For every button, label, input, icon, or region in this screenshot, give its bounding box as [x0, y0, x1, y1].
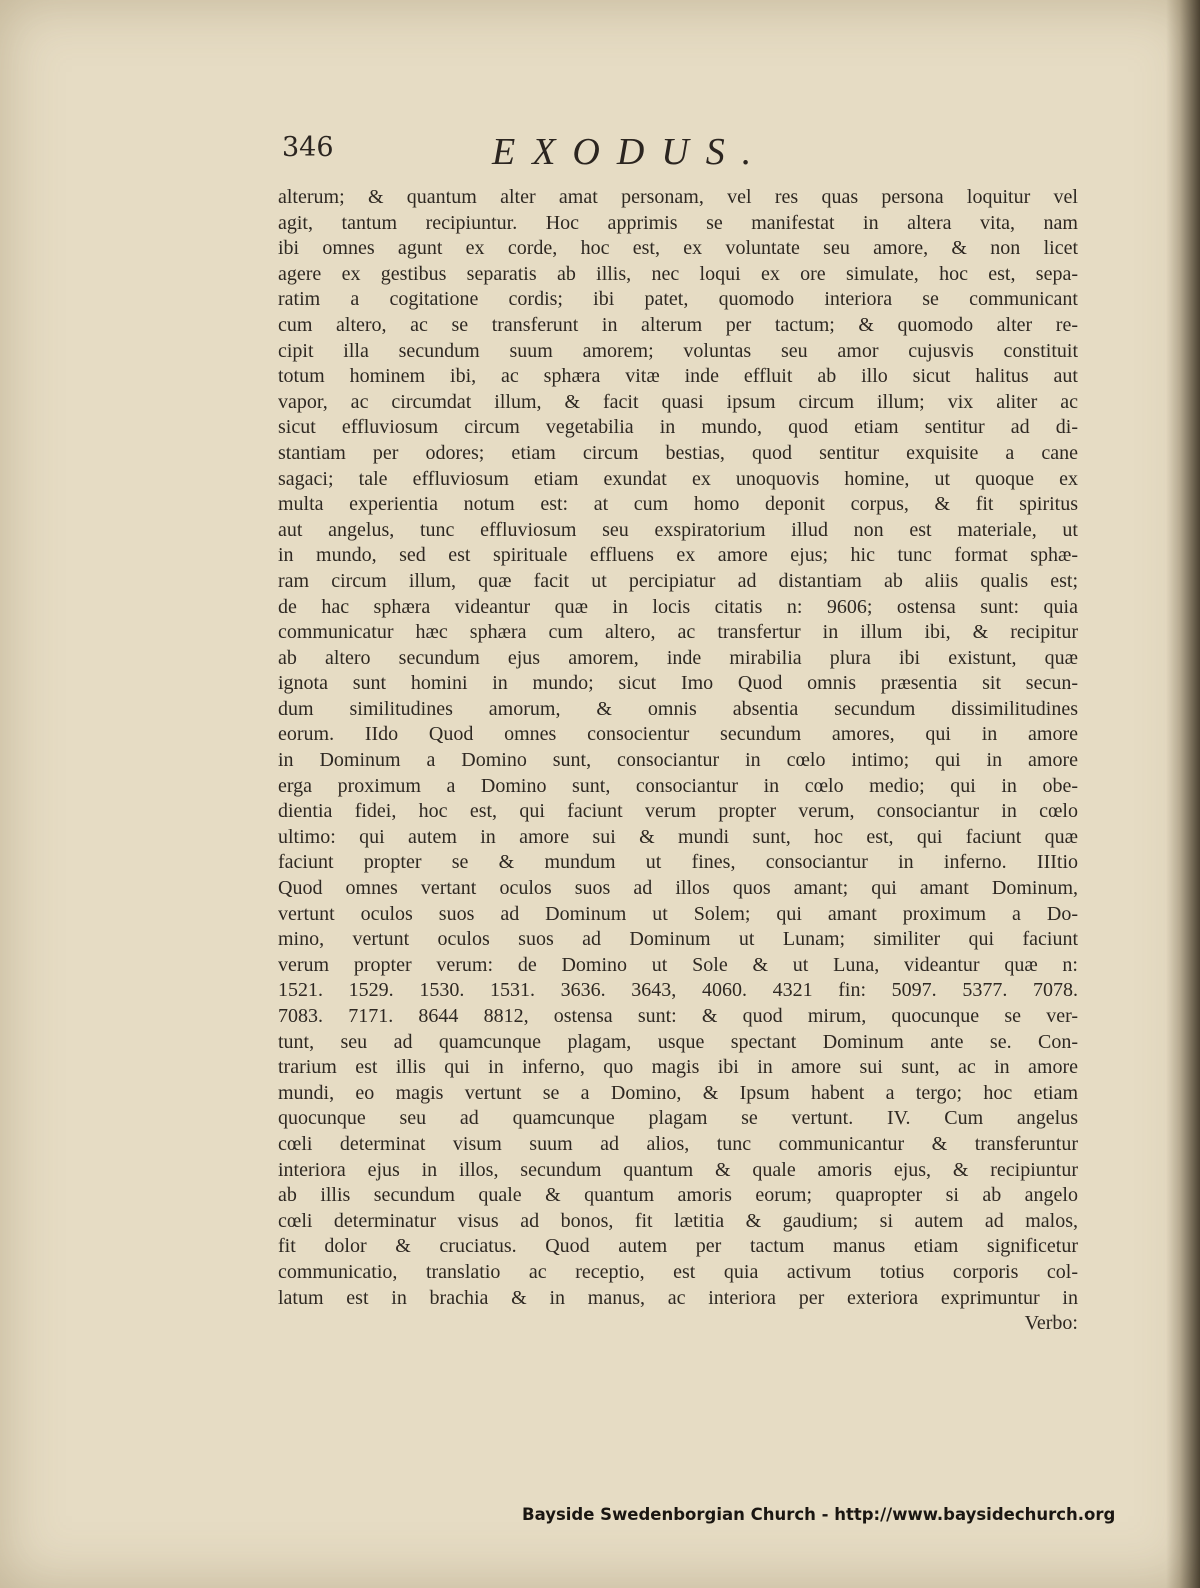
text-line: ibi omnes agunt ex corde, hoc est, ex voluntate seu amore, & non licet	[278, 237, 1078, 260]
text-line: communicatio, translatio ac receptio, est quia activum totius corporis col-	[278, 1260, 1078, 1283]
text-line: trarium est illis qui in inferno, quo magis ibi in amore sui sunt, ac in amore	[278, 1056, 1078, 1079]
page-number: 346	[282, 132, 334, 163]
text-line: sicut effluviosum circum vegetabilia in mundo, quod etiam sentitur ad di-	[278, 416, 1078, 439]
text-line: 1521. 1529. 1530. 1531. 3636. 3643, 4060. 4321 fin: 5097. 5377. 7078.	[278, 979, 1078, 1002]
text-line: fit dolor & cruciatus. Quod autem per tactum manus etiam significetur	[278, 1235, 1078, 1258]
text-line: quocunque seu ad quamcunque plagam se vertunt. IV. Cum angelus	[278, 1107, 1078, 1130]
text-line: tunt, seu ad quamcunque plagam, usque spectant Dominum ante se. Con-	[278, 1030, 1078, 1053]
body-text	[278, 185, 1078, 1337]
text-line: cœli determinatur visus ad bonos, fit lætitia & gaudium; si autem ad malos,	[278, 1209, 1078, 1232]
text-line: faciunt propter se & mundum ut fines, consociantur in inferno. IIItio	[278, 851, 1078, 874]
text-line: totum hominem ibi, ac sphæra vitæ inde effluit ab illo sicut halitus aut	[278, 365, 1078, 388]
text-line: erga proximum a Domino sunt, consociantur in cœlo medio; qui in obe-	[278, 774, 1078, 797]
text-line: multa experientia notum est: at cum homo deponit corpus, & fit spiritus	[278, 493, 1078, 516]
text-line: latum est in brachia & in manus, ac interiora per exteriora exprimuntur in	[278, 1286, 1078, 1309]
text-line: aut angelus, tunc effluviosum seu exspiratorium illud non est materiale, ut	[278, 518, 1078, 541]
text-line: dum similitudines amorum, & omnis absentia secundum dissimilitudines	[278, 697, 1078, 720]
page-gutter-shadow	[1166, 0, 1200, 1588]
text-line: vertunt oculos suos ad Dominum ut Solem; qui amant proximum a Do-	[278, 902, 1078, 925]
footer-credit: Bayside Swedenborgian Church - http://www.baysidechurch.org	[522, 1505, 1116, 1524]
text-line: ultimo: qui autem in amore sui & mundi sunt, hoc est, qui faciunt quæ	[278, 825, 1078, 848]
text-line: de hac sphæra videantur quæ in locis citatis n: 9606; ostensa sunt: quia	[278, 595, 1078, 618]
text-line: cum altero, ac se transferunt in alterum per tactum; & quomodo alter re-	[278, 313, 1078, 336]
text-line: ram circum illum, quæ facit ut percipiatur ad distantiam ab aliis qualis est;	[278, 569, 1078, 592]
text-line: alterum; & quantum alter amat personam, vel res quas persona loquitur vel	[278, 186, 1078, 208]
text-line: ab altero secundum ejus amorem, inde mirabilia plura ibi existunt, quæ	[278, 646, 1078, 669]
text-line: ab illis secundum quale & quantum amoris eorum; quapropter si ab angelo	[278, 1184, 1078, 1207]
text-line: 7083. 7171. 8644 8812, ostensa sunt: & quod mirum, quocunque se ver-	[278, 1005, 1078, 1027]
text-line: interiora ejus in illos, secundum quantum & quale amoris ejus, & recipiuntur	[278, 1158, 1078, 1181]
text-line: in mundo, sed est spirituale effluens ex amore ejus; hic tunc format sphæ-	[278, 544, 1078, 567]
text-line: agere ex gestibus separatis ab illis, nec loqui ex ore simulate, hoc est, sepa-	[278, 262, 1078, 285]
text-line: mino, vertunt oculos suos ad Dominum ut Lunam; similiter qui faciunt	[278, 928, 1078, 951]
catchword: Verbo:	[1024, 1312, 1078, 1335]
text-line: communicatur hæc sphæra cum altero, ac transfertur in illum ibi, & recipitur	[278, 621, 1078, 644]
text-line: verum propter verum: de Domino ut Sole & ut Luna, videantur quæ n:	[278, 953, 1078, 976]
text-line: dientia fidei, hoc est, qui faciunt verum propter verum, consociantur in cœlo	[278, 800, 1078, 823]
text-line: stantiam per odores; etiam circum bestias, quod sentitur exquisite a cane	[278, 441, 1078, 464]
text-line: Quod omnes vertant oculos suos ad illos quos amant; qui amant Dominum,	[278, 877, 1078, 900]
text-line: ignota sunt homini in mundo; sicut Imo Quod omnis præsentia sit secun-	[278, 672, 1078, 695]
text-line: vapor, ac circumdat illum, & facit quasi ipsum circum illum; vix aliter ac	[278, 390, 1078, 413]
page-header	[282, 130, 1072, 180]
text-line: cipit illa secundum suum amorem; voluntas seu amor cujusvis constituit	[278, 339, 1078, 362]
text-line: in Dominum a Domino sunt, consociantur in cœlo intimo; qui in amore	[278, 749, 1078, 772]
running-title: EXODUS.	[492, 131, 769, 173]
text-line: ratim a cogitatione cordis; ibi patet, quomodo interiora se communicant	[278, 288, 1078, 311]
text-line: sagaci; tale effluviosum etiam exundat ex unoquovis homine, ut quoque ex	[278, 467, 1078, 490]
text-line: eorum. IIdo Quod omnes consocientur secundum amores, qui in amore	[278, 723, 1078, 746]
text-line: mundi, eo magis vertunt se a Domino, & Ipsum habent a tergo; hoc etiam	[278, 1081, 1078, 1104]
text-line: agit, tantum recipiuntur. Hoc apprimis se manifestat in altera vita, nam	[278, 211, 1078, 234]
text-line: cœli determinat visum suum ad alios, tunc communicantur & transferuntur	[278, 1132, 1078, 1155]
